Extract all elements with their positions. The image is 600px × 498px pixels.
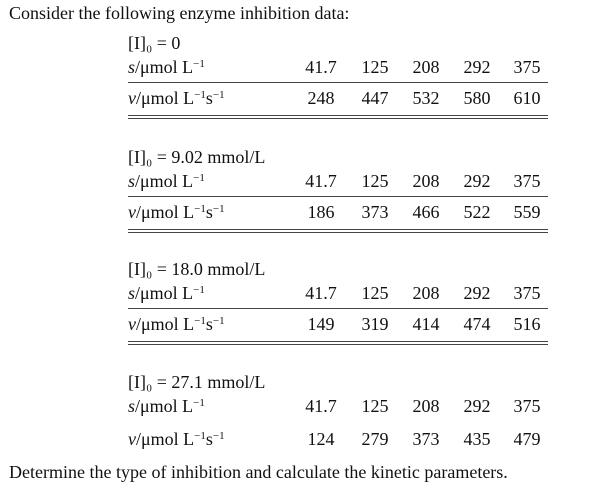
inhibitor-condition: [I]₀ = 18.0 mmol/L <box>128 259 266 279</box>
substrate-cell: 292 <box>463 57 491 77</box>
substrate-row <box>128 55 548 79</box>
velocity-unit-label: v/μmol $L^{-1}s^{-1}$ <box>128 202 225 222</box>
velocity-cell: 516 <box>513 314 541 334</box>
table-rule <box>128 115 548 116</box>
substrate-cell: 125 <box>361 57 389 77</box>
table-rule <box>128 308 548 309</box>
velocity-row <box>128 312 548 336</box>
table-rule <box>128 229 548 230</box>
substrate-cell: 208 <box>412 396 440 416</box>
velocity-cell: 532 <box>412 88 440 108</box>
substrate-unit-label: s/μmol $L^{-1}$ <box>128 396 205 416</box>
question-text: Determine the type of inhibition and calculate the kinetic parameters. <box>9 462 508 482</box>
table-rule <box>128 196 548 197</box>
substrate-cell: 375 <box>513 396 541 416</box>
substrate-cell: 41.7 <box>305 57 337 77</box>
inhibitor-condition: [I]₀ = 0 <box>128 33 181 53</box>
substrate-cell: 375 <box>513 171 541 191</box>
inhibitor-condition: [I]₀ = 27.1 mmol/L <box>128 372 266 392</box>
velocity-cell: 373 <box>361 202 389 222</box>
velocity-cell: 186 <box>307 202 335 222</box>
velocity-cell: 435 <box>463 429 491 449</box>
substrate-cell: 208 <box>412 171 440 191</box>
inhibitor-condition: [I]₀ = 9.02 mmol/L <box>128 147 266 167</box>
data-table-0 <box>128 32 548 142</box>
velocity-cell: 522 <box>463 202 491 222</box>
table-rule <box>128 118 548 119</box>
data-table-1 <box>128 146 548 256</box>
substrate-cell: 375 <box>513 57 541 77</box>
velocity-cell: 479 <box>513 429 541 449</box>
velocity-cell: 447 <box>361 88 389 108</box>
velocity-row <box>128 200 548 224</box>
substrate-cell: 292 <box>463 396 491 416</box>
velocity-cell: 474 <box>463 314 491 334</box>
velocity-cell: 414 <box>412 314 440 334</box>
data-table-2 <box>128 258 548 368</box>
velocity-row <box>128 427 548 451</box>
velocity-cell: 149 <box>307 314 335 334</box>
substrate-unit-label: s/μmol $L^{-1}$ <box>128 57 205 77</box>
velocity-cell: 373 <box>412 429 440 449</box>
substrate-cell: 125 <box>361 283 389 303</box>
substrate-cell: 41.7 <box>305 396 337 416</box>
velocity-unit-label: v/μmol $L^{-1}s^{-1}$ <box>128 314 225 334</box>
velocity-unit-label: v/μmol $L^{-1}s^{-1}$ <box>128 88 225 108</box>
table-rule <box>128 82 548 83</box>
table-rule <box>128 341 548 342</box>
velocity-cell: 559 <box>513 202 541 222</box>
substrate-cell: 41.7 <box>305 283 337 303</box>
velocity-unit-label: v/μmol $L^{-1}s^{-1}$ <box>128 429 225 449</box>
velocity-cell: 466 <box>412 202 440 222</box>
intro-text: Consider the following enzyme inhibition data: <box>9 3 350 23</box>
substrate-unit-label: s/μmol $L^{-1}$ <box>128 283 205 303</box>
velocity-cell: 248 <box>307 88 335 108</box>
substrate-unit-label: s/μmol $L^{-1}$ <box>128 171 205 191</box>
substrate-cell: 125 <box>361 396 389 416</box>
substrate-cell: 208 <box>412 57 440 77</box>
substrate-cell: 125 <box>361 171 389 191</box>
velocity-cell: 124 <box>307 429 335 449</box>
substrate-row <box>128 281 548 305</box>
substrate-row <box>128 169 548 193</box>
velocity-row <box>128 86 548 110</box>
velocity-cell: 279 <box>361 429 389 449</box>
substrate-cell: 292 <box>463 171 491 191</box>
velocity-cell: 610 <box>513 88 541 108</box>
table-rule <box>128 344 548 345</box>
substrate-cell: 375 <box>513 283 541 303</box>
table-rule <box>128 232 548 233</box>
substrate-cell: 292 <box>463 283 491 303</box>
substrate-cell: 208 <box>412 283 440 303</box>
velocity-cell: 319 <box>361 314 389 334</box>
velocity-cell: 580 <box>463 88 491 108</box>
substrate-row <box>128 394 548 418</box>
substrate-cell: 41.7 <box>305 171 337 191</box>
